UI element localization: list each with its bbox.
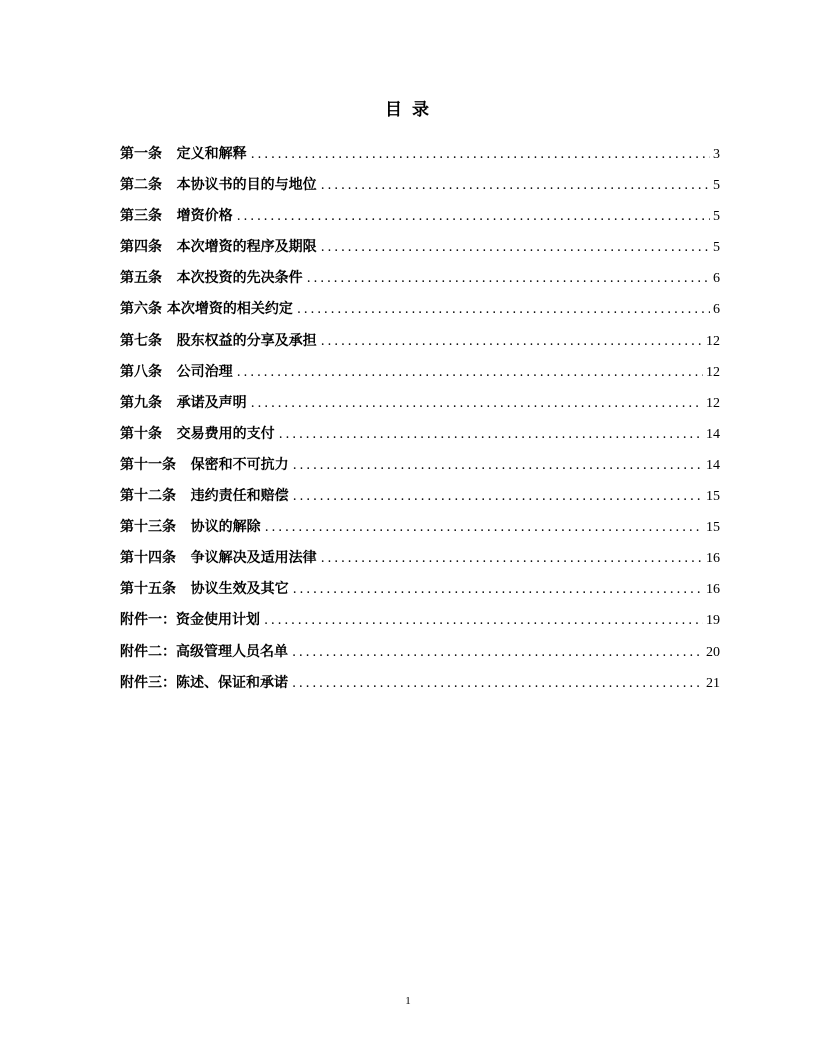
toc-entry-label: 第十条 交易费用的支付 — [120, 425, 275, 442]
toc-entry-page: 12 — [706, 364, 720, 380]
page-number: 1 — [405, 995, 411, 1007]
toc-entry-label: 第七条 股东权益的分享及承担 — [120, 332, 317, 349]
toc-entry[interactable] — [120, 205, 720, 236]
dot-leader — [297, 299, 710, 321]
toc-entry-label: 第十四条 争议解决及适用法律 — [120, 550, 317, 567]
toc-entry-label: 第九条 承诺及声明 — [120, 394, 247, 411]
toc-entry[interactable] — [120, 454, 720, 485]
toc-list — [120, 143, 720, 703]
dot-leader — [293, 486, 703, 508]
toc-entry[interactable] — [120, 361, 720, 392]
toc-entry[interactable] — [120, 641, 720, 672]
dot-leader — [237, 362, 703, 384]
toc-entry[interactable] — [120, 423, 720, 454]
toc-entry-label: 第十五条 协议生效及其它 — [120, 581, 289, 598]
toc-entry[interactable] — [120, 236, 720, 267]
toc-entry-page: 16 — [706, 551, 720, 567]
toc-entry-page: 15 — [706, 520, 720, 536]
dot-leader — [251, 393, 703, 415]
toc-entry-label: 附件二：高级管理人员名单 — [120, 643, 288, 660]
toc-entry[interactable] — [120, 330, 720, 361]
toc-entry[interactable] — [120, 672, 720, 703]
dot-leader — [321, 237, 710, 259]
toc-entry-page: 5 — [713, 178, 720, 194]
toc-entry-page: 15 — [706, 489, 720, 505]
dot-leader — [251, 144, 710, 166]
dot-leader — [279, 424, 703, 446]
toc-entry-page: 3 — [713, 147, 720, 162]
toc-entry-page: 5 — [713, 209, 720, 225]
toc-entry-page: 12 — [706, 333, 720, 349]
dot-leader — [293, 455, 703, 477]
dot-leader — [321, 175, 710, 197]
toc-title: 目 录 — [385, 100, 431, 120]
toc-entry[interactable] — [120, 392, 720, 423]
dot-leader — [321, 331, 703, 353]
toc-entry-page: 14 — [706, 457, 720, 473]
dot-leader — [292, 642, 703, 664]
toc-entry-page: 14 — [706, 426, 720, 442]
toc-entry[interactable] — [120, 578, 720, 609]
toc-entry[interactable] — [120, 298, 720, 329]
toc-entry[interactable] — [120, 485, 720, 516]
toc-entry-page: 5 — [713, 240, 720, 256]
toc-entry-label: 第五条 本次投资的先决条件 — [120, 270, 303, 287]
dot-leader — [307, 268, 710, 290]
toc-entry-label: 第八条 公司治理 — [120, 363, 233, 380]
toc-entry[interactable] — [120, 174, 720, 205]
toc-entry-page: 21 — [706, 675, 720, 691]
toc-entry-label: 第十一条 保密和不可抗力 — [120, 456, 289, 473]
toc-entry-label: 附件一：资金使用计划 — [120, 612, 260, 629]
dot-leader — [237, 206, 710, 228]
dot-leader — [321, 548, 703, 570]
toc-entry-label: 第一条 定义和解释 — [120, 146, 247, 162]
toc-entry[interactable] — [120, 547, 720, 578]
toc-entry-page: 19 — [706, 613, 720, 629]
toc-entry-label: 第十二条 违约责任和赔偿 — [120, 488, 289, 505]
toc-entry-page: 6 — [713, 302, 720, 318]
toc-entry-label: 第二条 本协议书的目的与地位 — [120, 177, 317, 194]
toc-entry-page: 20 — [706, 644, 720, 660]
toc-entry-label: 第三条 增资价格 — [120, 208, 233, 225]
toc-entry[interactable] — [120, 609, 720, 640]
dot-leader — [292, 673, 703, 695]
toc-entry-page: 16 — [706, 582, 720, 598]
toc-entry[interactable] — [120, 143, 720, 174]
toc-entry-label: 附件三：陈述、保证和承诺 — [120, 674, 288, 691]
dot-leader — [265, 517, 703, 539]
toc-entry-label: 第六条 本次增资的相关约定 — [120, 301, 293, 318]
dot-leader — [264, 610, 703, 632]
dot-leader — [293, 579, 703, 601]
toc-entry[interactable] — [120, 516, 720, 547]
toc-entry-page: 12 — [706, 395, 720, 411]
toc-entry[interactable] — [120, 267, 720, 298]
toc-entry-page: 6 — [713, 271, 720, 287]
toc-entry-label: 第四条 本次增资的程序及期限 — [120, 239, 317, 256]
toc-entry-label: 第十三条 协议的解除 — [120, 519, 261, 536]
